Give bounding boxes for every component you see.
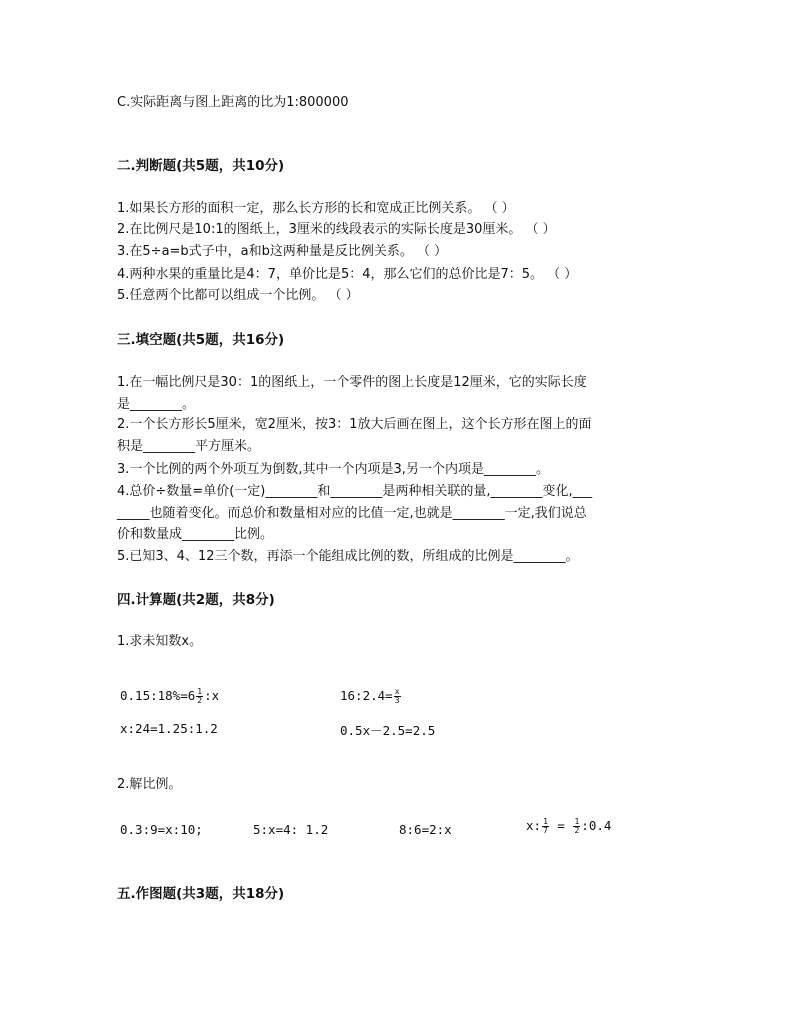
calc-q1-equation-a [120,688,219,705]
calc-q1-equation-d: 0.5x－2.5=2.5 [340,723,436,738]
fraction: $\frac{1}{7}$ [543,817,548,835]
section3-line-3: 2.一个长方形长5厘米，宽2厘米，按3：1放大后画在图上，这个长方形在图上的面 [117,417,592,432]
fraction: $\frac{1}{2}$ [574,817,580,835]
calc-q2-equation-d: x: $\frac{1}{7}$ = $\frac{1}{2}$ :0.4 [526,817,612,835]
section5-heading: 五.作图题(共3题，共18分) [117,886,285,902]
section3-line-5: 3.一个比例的两个外项互为倒数,其中一个内项是3,另一个内项是________。 [117,462,549,477]
calc-q2-equation-b: 5:x=4: 1.2 [253,822,329,837]
calc-q1-title: 1.求未知数x。 [117,634,203,649]
calc-q1-b-left: 16:2.4= [340,688,393,703]
section3-line-2: 是________。 [117,397,196,412]
section3-line-1: 1.在一幅比例尺是30：1的图纸上，一个零件的图上长度是12厘米，它的实际长度 [117,375,587,390]
calc-q2-equation-a: 0.3:9=x:10; [120,822,203,837]
section3-line-7: _____也随着变化。而总价和数量相对应的比值一定,也就是________一定,我们说总 [117,506,587,521]
section3-line-9: 5.已知3、4、12三个数，再添一个能组成比例的数，所组成的比例是________。 [117,549,579,564]
fraction: $\frac{x}{3}$ [394,687,400,705]
calc-q1-equation-c: x:24=1.25:1.2 [120,721,218,736]
section3-line-6: 4.总价÷数量=单价(一定)________和________是两种相关联的量,________变化,___ [117,484,593,499]
calc-q1-a-left: 0.15:18%=6 [120,688,196,703]
calc-q1-equation-b [340,688,402,705]
intro-line: C.实际距离与图上距离的比为1:800000 [117,95,349,110]
section3-line-8: 价和数量成________比例。 [117,527,274,542]
section2-item-4: 4.两种水果的重量比是4：7，单价比是5：4，那么它们的总价比是7：5。 （ ） [117,267,578,282]
section2-item-5: 5.任意两个比都可以组成一个比例。 （ ） [117,288,359,303]
section2-heading: 二.判断题(共5题，共10分) [117,158,285,174]
section2-item-1: 1.如果长方形的面积一定，那么长方形的长和宽成正比例关系。 （ ） [117,201,515,216]
section2-item-2: 2.在比例尺是10:1的图纸上，3厘米的线段表示的实际长度是30厘米。 （ ） [117,222,556,237]
fraction: $\frac{1}{2}$ [197,687,203,705]
section3-heading: 三.填空题(共5题，共16分) [117,332,285,348]
calc-q1-a-right: :x [204,688,220,703]
section3-line-4: 积是________平方厘米。 [117,439,261,454]
calc-q2-title: 2.解比例。 [117,777,182,792]
section2-item-3: 3.在5÷a=b式子中，a和b这两种量是反比例关系。 （ ） [117,244,448,259]
section4-heading: 四.计算题(共2题，共8分) [117,592,275,608]
calc-q2-equation-c: 8:6=2:x [399,822,452,837]
